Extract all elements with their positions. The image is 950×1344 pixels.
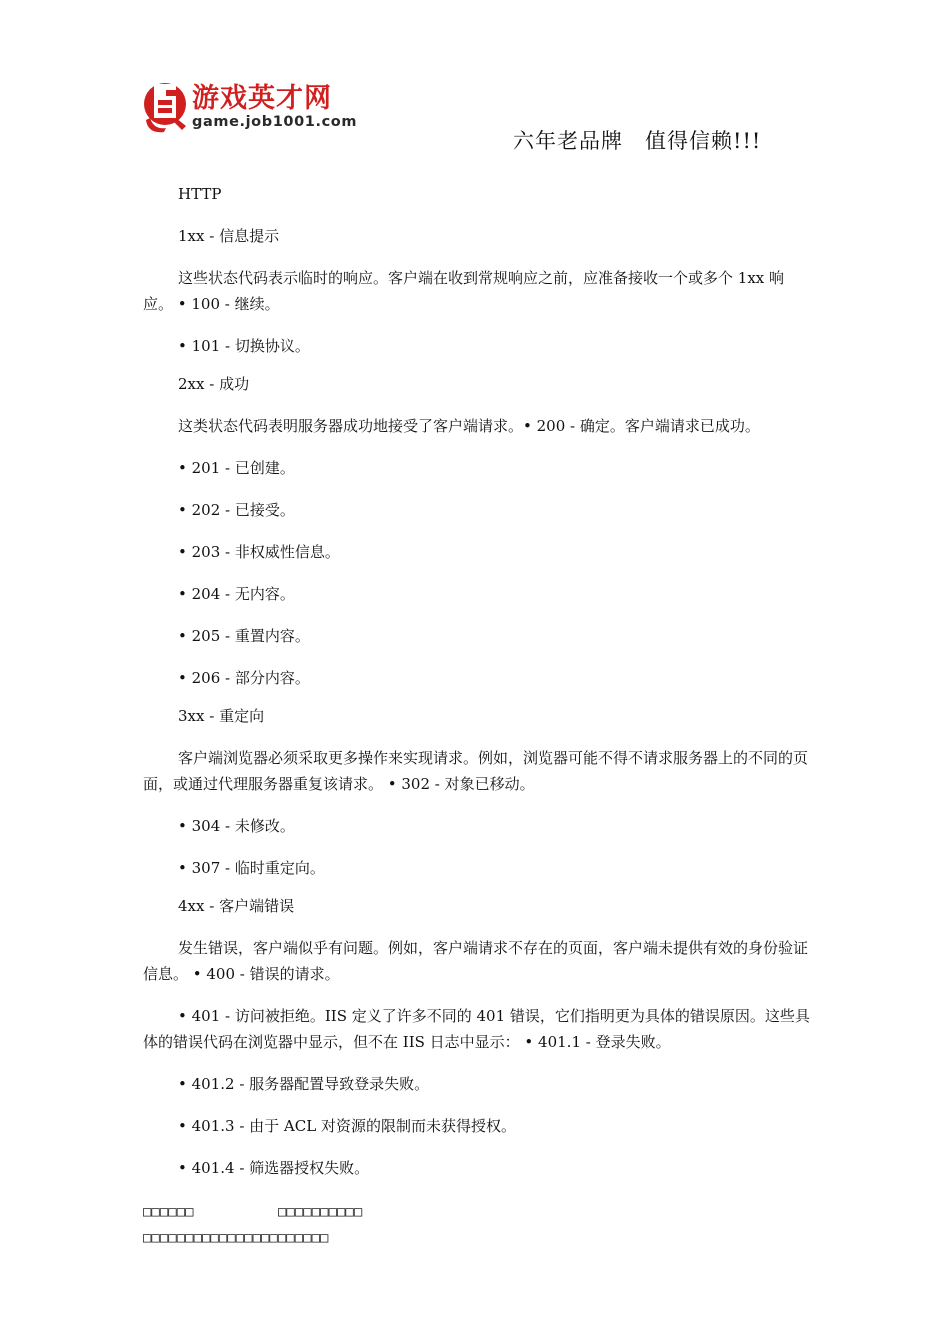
- footer-text-a: □□□□□□: [143, 1204, 194, 1220]
- slogan-part-1: 六年老品牌: [513, 129, 623, 153]
- list-item: • 204 - 无内容。: [178, 585, 295, 603]
- footer-text-b: □□□□□□□□□□: [278, 1204, 363, 1220]
- slogan-part-2: 值得信赖!!!: [645, 129, 762, 153]
- doc-heading: HTTP: [178, 185, 222, 203]
- list-item: • 304 - 未修改。: [178, 817, 295, 835]
- document-body: [143, 181, 813, 1181]
- section-title: 3xx - 重定向: [178, 707, 265, 725]
- paragraph: 这类状态代码表明服务器成功地接受了客户端请求。• 200 - 确定。客户端请求已成功。: [178, 417, 760, 435]
- paragraph: • 401 - 访问被拒绝。IIS 定义了许多不同的 401 错误，它们指明更为具体的错误原因。这些具体的错误代码在浏览器中显示，但不在 IIS 日志中显示： • 401.1 - 登录失败。: [143, 1007, 810, 1051]
- paragraph: 客户端浏览器必须采取更多操作来实现请求。例如，浏览器可能不得不请求服务器上的不同的页面，或通过代理服务器重复该请求。 • 302 - 对象已移动。: [143, 749, 809, 793]
- list-item: • 401.3 - 由于 ACL 对资源的限制而未获得授权。: [178, 1117, 516, 1135]
- paragraph: 发生错误，客户端似乎有问题。例如，客户端请求不存在的页面，客户端未提供有效的身份验证信息。 • 400 - 错误的请求。: [143, 939, 809, 983]
- logo-mark-icon: [142, 72, 188, 136]
- page-footer: [143, 1199, 362, 1251]
- list-item: • 201 - 已创建。: [178, 459, 295, 477]
- logo-text: 游戏英才网: [192, 83, 332, 114]
- list-item: • 206 - 部分内容。: [178, 669, 310, 687]
- list-item: • 202 - 已接受。: [178, 501, 295, 519]
- list-item: • 401.4 - 筛选器授权失败。: [178, 1159, 370, 1177]
- section-title: 4xx - 客户端错误: [178, 897, 295, 915]
- list-item: • 101 - 切换协议。: [178, 337, 310, 355]
- section-title: 1xx - 信息提示: [178, 227, 280, 245]
- section-title: 2xx - 成功: [178, 375, 250, 393]
- paragraph: 这些状态代码表示临时的响应。客户端在收到常规响应之前，应准备接收一个或多个 1xx 响应。 • 100 - 继续。: [143, 269, 785, 313]
- list-item: • 205 - 重置内容。: [178, 627, 310, 645]
- footer-text-c: □□□□□□□□□□□□□□□□□□□□□□: [143, 1230, 329, 1246]
- list-item: • 307 - 临时重定向。: [178, 859, 325, 877]
- slogan: [513, 125, 761, 155]
- list-item: • 203 - 非权威性信息。: [178, 543, 340, 561]
- list-item: • 401.2 - 服务器配置导致登录失败。: [178, 1075, 430, 1093]
- logo-url: game.job1001.com: [192, 114, 358, 130]
- site-logo: [142, 72, 372, 136]
